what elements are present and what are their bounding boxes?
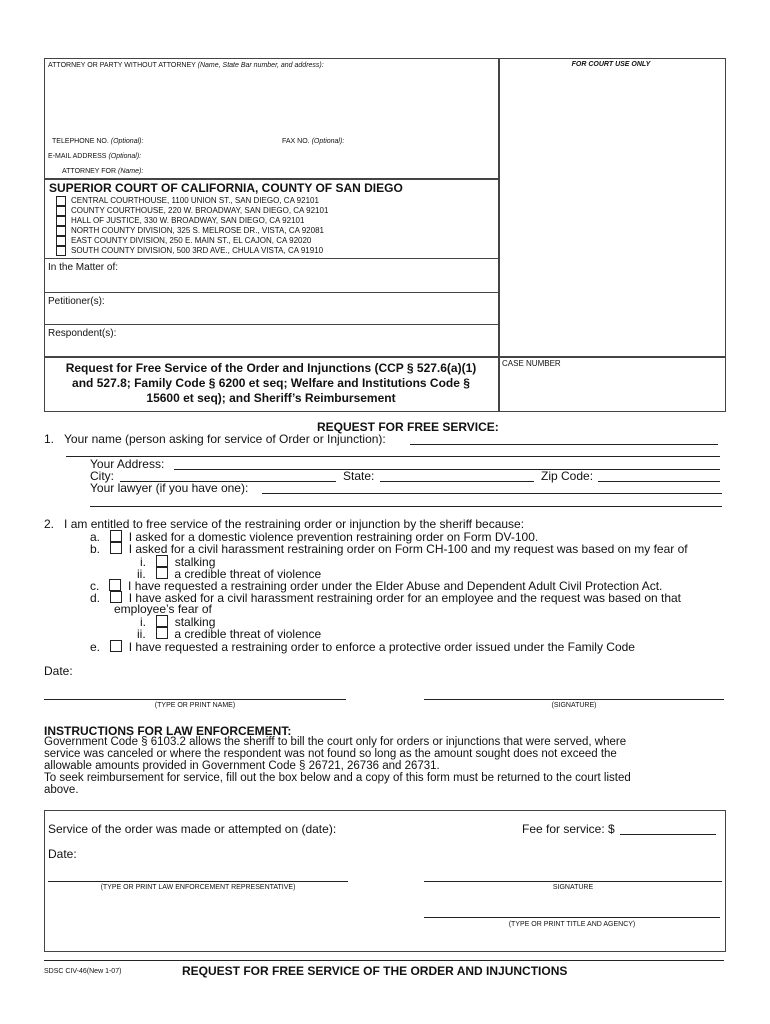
service-date-label: Date: [48, 847, 77, 861]
city-label: City: [90, 469, 114, 483]
service-signature-label: SIGNATURE [552, 884, 594, 891]
court-location-hall[interactable]: HALL OF JUSTICE, 330 W. BROADWAY, SAN DIEGO, CA 92101 [56, 216, 304, 226]
option-d-ii[interactable]: ii. a credible threat of violence [137, 627, 322, 641]
option-c[interactable]: c. I have requested a restraining order under the Elder Abuse and Dependent Adult Civil Protection Act. [90, 579, 663, 593]
service-signature-field[interactable] [424, 881, 722, 882]
court-use-box [498, 58, 726, 358]
lawyer-label: Your lawyer (if you have one): [90, 481, 249, 495]
court-location-county[interactable]: COUNTY COURTHOUSE, 220 W. BROADWAY, SAN DIEGO, CA 92101 [56, 206, 328, 216]
checkbox[interactable] [56, 196, 66, 206]
checkbox[interactable] [110, 542, 122, 554]
option-d-i[interactable]: i. stalking [140, 615, 216, 629]
option-b[interactable]: b. I asked for a civil harassment restraining order on Form CH-100 and my request was based on my fear of [90, 542, 688, 556]
fee-label: Fee for service: $ [522, 822, 615, 836]
fax-label: FAX NO. (Optional): [282, 138, 345, 145]
respondent-label: Respondent(s): [48, 328, 117, 339]
checkbox[interactable] [56, 246, 66, 256]
court-location-north[interactable]: NORTH COUNTY DIVISION, 325 S. MELROSE DR., VISTA, CA 92081 [56, 226, 324, 236]
option-b-ii[interactable]: ii. a credible threat of violence [137, 567, 322, 581]
attorney-for-label: ATTORNEY FOR (Name): [62, 168, 144, 175]
state-field[interactable] [380, 481, 534, 482]
fee-field[interactable] [620, 834, 716, 835]
court-title: SUPERIOR COURT OF CALIFORNIA, COUNTY OF SAN DIEGO [49, 181, 403, 195]
court-location-central[interactable]: CENTRAL COURTHOUSE, 1100 UNION ST., SAN DIEGO, CA 92101 [56, 196, 319, 206]
item1: 1. Your name (person asking for service of Order or Injunction): [44, 432, 386, 446]
telephone-label: TELEPHONE NO. (Optional): [52, 138, 144, 145]
case-number-label: CASE NUMBER [502, 359, 561, 368]
checkbox[interactable] [56, 226, 66, 236]
rep-field[interactable] [48, 881, 348, 882]
checkbox[interactable] [156, 555, 168, 567]
request-date-label: Date: [44, 664, 73, 678]
address-label: Your Address: [90, 457, 165, 471]
checkbox[interactable] [156, 627, 168, 639]
title-agency-field[interactable] [424, 917, 720, 918]
footer-form-id: SDSC CIV-46(New 1-07) [44, 968, 122, 975]
type-name-label: (TYPE OR PRINT NAME) [154, 702, 236, 709]
instructions-heading: INSTRUCTIONS FOR LAW ENFORCEMENT: [44, 724, 292, 738]
instructions-text: Government Code § 6103.2 allows the sheriff to bill the court only for orders or injunctions that were served, where service was canceled or where the respondent was not found so long as the amount sought does not exceed the allowable amounts provided in Government Code § 26721, 26736 and 26731. To seek reimbursement for service, fill out the box below and a copy of this form must be returned to the court listed above. [44, 736, 631, 796]
footer-rule [44, 960, 724, 961]
option-e[interactable]: e. I have requested a restraining order to enforce a protective order issued under the Family Code [90, 640, 635, 654]
checkbox[interactable] [110, 640, 122, 652]
checkbox[interactable] [56, 206, 66, 216]
name-field[interactable] [410, 444, 718, 445]
checkbox[interactable] [110, 530, 122, 542]
type-name-field[interactable] [44, 699, 346, 700]
court-use-label: FOR COURT USE ONLY [571, 61, 651, 68]
court-location-south[interactable]: SOUTH COUNTY DIVISION, 500 3RD AVE., CHULA VISTA, CA 91910 [56, 246, 323, 256]
email-label: E-MAIL ADDRESS (Optional): [48, 153, 142, 160]
option-d[interactable]: d. I have asked for a civil harassment restraining order for an employee and the request was based on that [90, 591, 682, 605]
attorney-box [44, 58, 500, 180]
form-title: Request for Free Service of the Order and Injunctions (CCP § 527.6(a)(1) and 527.8; Family Code § 6200 et seq; Welfare and Institutions Code § 15600 et seq); and Sheriff’s Reimbursement [65, 361, 477, 405]
petitioner-label: Petitioner(s): [48, 296, 105, 307]
signature-field[interactable] [424, 699, 724, 700]
option-b-i[interactable]: i. stalking [140, 555, 216, 569]
signature-label: (SIGNATURE) [551, 702, 597, 709]
address-field[interactable] [174, 469, 720, 470]
court-location-east[interactable]: EAST COUNTY DIVISION, 250 E. MAIN ST., EL CAJON, CA 92020 [56, 236, 311, 246]
footer-title: REQUEST FOR FREE SERVICE OF THE ORDER AND INJUNCTIONS [182, 964, 568, 978]
option-d-cont: employee’s fear of [114, 602, 212, 616]
matter-label: In the Matter of: [48, 262, 119, 273]
checkbox[interactable] [56, 236, 66, 246]
option-a[interactable]: a. I asked for a domestic violence prevention restraining order on Form DV-100. [90, 530, 539, 544]
checkbox[interactable] [56, 216, 66, 226]
checkbox[interactable] [109, 579, 121, 591]
lawyer-field-2[interactable] [90, 506, 722, 507]
rep-label: (TYPE OR PRINT LAW ENFORCEMENT REPRESENTATIVE) [100, 884, 296, 891]
title-agency-label: (TYPE OR PRINT TITLE AND AGENCY) [508, 921, 636, 928]
lawyer-field[interactable] [262, 493, 722, 494]
item2: 2. I am entitled to free service of the restraining order or injunction by the sheriff because: [44, 517, 525, 531]
served-label: Service of the order was made or attempted on (date): [48, 822, 337, 836]
request-heading: REQUEST FOR FREE SERVICE: [317, 420, 499, 434]
checkbox[interactable] [156, 615, 168, 627]
checkbox[interactable] [156, 567, 168, 579]
attorney-label: ATTORNEY OR PARTY WITHOUT ATTORNEY (Name, State Bar number, and address): [48, 62, 324, 69]
state-label: State: [343, 469, 375, 483]
zip-field[interactable] [598, 481, 720, 482]
zip-label: Zip Code: [541, 469, 594, 483]
name-field-2[interactable] [66, 456, 720, 457]
